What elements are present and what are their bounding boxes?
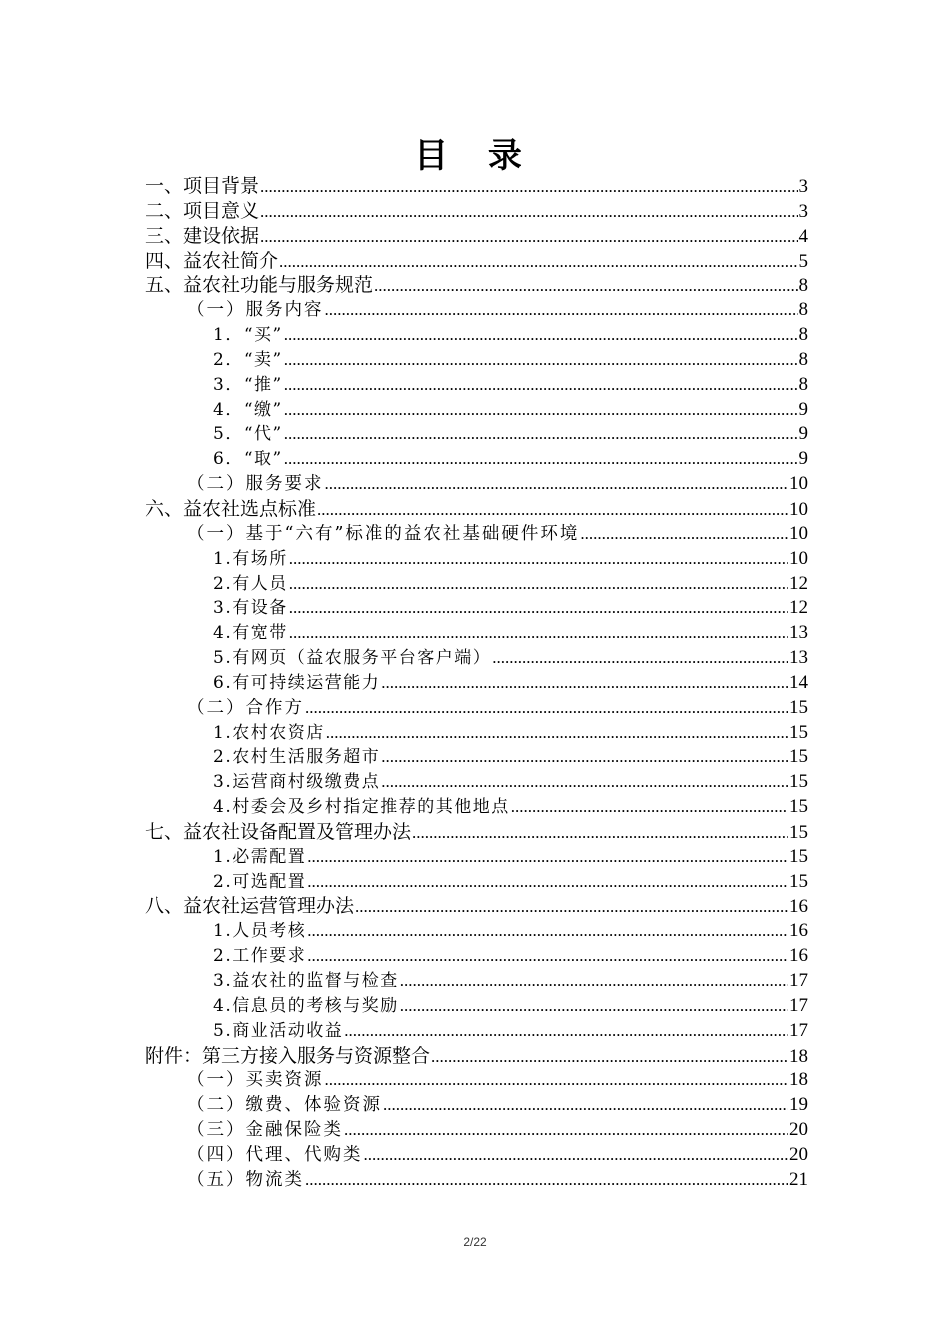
toc-dot-leader (260, 175, 797, 200)
toc-entry-label: 二、项目意义 (145, 199, 260, 222)
toc-dot-leader (260, 225, 797, 250)
toc-entry-page: 15 (789, 870, 808, 892)
toc-dot-leader (381, 745, 788, 770)
toc-entry[interactable] (145, 273, 808, 298)
toc-entry-page: 16 (789, 896, 808, 918)
toc-entry-page: 12 (789, 572, 808, 594)
toc-entry-page: 15 (789, 845, 808, 867)
toc-entry-label: 6．“取” (213, 449, 283, 470)
toc-dot-leader (284, 398, 798, 423)
toc-entry[interactable] (145, 894, 808, 919)
toc-dot-leader (279, 250, 797, 275)
toc-entry[interactable] (145, 1068, 808, 1093)
toc-entry[interactable] (145, 348, 808, 373)
toc-entry-label: 5.商业活动收益 (213, 1020, 344, 1041)
toc-dot-leader (412, 821, 788, 846)
toc-entry-label: （一）买卖资源 (187, 1070, 324, 1091)
toc-entry[interactable] (145, 1168, 808, 1193)
toc-entry[interactable] (145, 1019, 808, 1044)
toc-entry-label: 1.必需配置 (213, 846, 307, 867)
toc-dot-leader (289, 547, 788, 572)
toc-dot-leader (260, 200, 797, 225)
toc-entry[interactable] (145, 845, 808, 870)
toc-entry[interactable] (145, 596, 808, 621)
toc-title: 目 录 (414, 136, 536, 176)
toc-dot-leader (325, 298, 798, 323)
page-number: 2/22 (463, 1235, 487, 1249)
toc-entry-page: 9 (798, 398, 808, 420)
toc-entry-page: 17 (789, 1019, 808, 1041)
toc-entry-page: 16 (789, 945, 808, 967)
toc-entry-page: 9 (798, 448, 808, 470)
toc-entry-page: 8 (798, 275, 808, 297)
toc-entry-label: 2.可选配置 (213, 871, 307, 892)
toc-entry-page: 13 (789, 622, 808, 644)
toc-dot-leader (305, 696, 788, 721)
toc-entry-label: 3.运营商村级缴费点 (213, 772, 381, 793)
toc-dot-leader (284, 373, 798, 398)
toc-entry-page: 10 (789, 522, 808, 544)
toc-entry-page: 14 (789, 671, 808, 693)
toc-entry[interactable] (145, 994, 808, 1019)
toc-entry-label: （一）服务内容 (187, 300, 324, 321)
toc-entry-label: 4.有宽带 (213, 623, 288, 644)
toc-entry-label: （二）服务要求 (187, 474, 324, 495)
toc-dot-leader (364, 1143, 789, 1168)
toc-entry[interactable] (145, 522, 808, 547)
toc-entry-page: 18 (789, 1045, 808, 1067)
toc-dot-leader (580, 522, 788, 547)
toc-entry[interactable] (145, 174, 808, 199)
toc-entry-label: （二）缴费、体验资源 (187, 1095, 382, 1116)
toc-entry-page: 8 (798, 373, 808, 395)
toc-dot-leader (326, 721, 788, 746)
toc-dot-leader (284, 348, 798, 373)
toc-entry[interactable] (145, 646, 808, 671)
toc-dot-leader (492, 646, 788, 671)
toc-entry-label: （三）金融保险类 (187, 1120, 343, 1141)
toc-entry-label: 2.农村生活服务超市 (213, 747, 381, 768)
toc-entry[interactable] (145, 770, 808, 795)
toc-entry[interactable] (145, 199, 808, 224)
toc-entry-label: 2.有人员 (213, 573, 288, 594)
toc-entry-label: 3.有设备 (213, 598, 288, 619)
toc-entry[interactable] (145, 398, 808, 423)
toc-entry[interactable] (145, 870, 808, 895)
toc-dot-leader (284, 323, 798, 348)
toc-entry[interactable] (145, 373, 808, 398)
toc-entry-label: 一、项目背景 (145, 175, 260, 197)
toc-dot-leader (289, 621, 788, 646)
toc-entry-label: 1.人员考核 (213, 921, 307, 942)
toc-dot-leader (374, 274, 797, 299)
toc-entry-page: 3 (798, 176, 808, 197)
toc-entry-page: 5 (798, 250, 808, 272)
toc-entry-page: 10 (789, 498, 808, 520)
toc-dot-leader (305, 1168, 788, 1193)
toc-entry-page: 3 (798, 200, 808, 222)
toc-entry-page: 15 (789, 796, 808, 818)
table-of-contents (145, 174, 808, 1193)
toc-entry-page: 15 (789, 746, 808, 768)
toc-entry-page: 13 (789, 647, 808, 669)
toc-entry-label: 1．“买” (213, 325, 283, 346)
toc-entry-label: 3.益农社的监督与检查 (213, 971, 399, 991)
toc-entry[interactable] (145, 224, 808, 249)
toc-entry-page: 8 (798, 324, 808, 346)
toc-entry-page: 17 (789, 994, 808, 1016)
toc-dot-leader (325, 1068, 789, 1093)
toc-dot-leader (344, 1019, 788, 1044)
toc-entry-label: （四）代理、代购类 (187, 1144, 363, 1165)
toc-entry-page: 8 (798, 299, 808, 321)
toc-entry-page: 19 (789, 1094, 808, 1116)
toc-dot-leader (400, 994, 788, 1019)
toc-dot-leader (431, 1045, 788, 1070)
toc-dot-leader (307, 870, 788, 895)
toc-entry-label: 2．“卖” (213, 349, 283, 370)
toc-entry-label: 4.信息员的考核与奖励 (213, 995, 399, 1016)
toc-entry-page: 15 (789, 696, 808, 718)
toc-entry-page: 9 (798, 423, 808, 445)
toc-dot-leader (355, 895, 788, 920)
toc-entry-label: （五）物流类 (187, 1169, 304, 1190)
toc-dot-leader (325, 472, 789, 497)
toc-entry-page: 4 (798, 225, 808, 247)
toc-entry[interactable] (145, 472, 808, 497)
toc-entry[interactable] (145, 721, 808, 746)
toc-entry-label: 2.工作要求 (213, 946, 307, 967)
toc-entry[interactable] (145, 1118, 808, 1143)
toc-dot-leader (307, 919, 788, 944)
toc-entry[interactable] (145, 671, 808, 696)
toc-entry[interactable] (145, 969, 808, 994)
toc-entry-label: 四、益农社简介 (145, 249, 279, 272)
toc-entry-label: 6.有可持续运营能力 (213, 672, 381, 693)
toc-entry-page: 8 (798, 348, 808, 370)
toc-entry-label: （一）基于“六有”标准的益农社基础硬件环境 (187, 523, 580, 544)
toc-entry-page: 15 (789, 821, 808, 843)
toc-dot-leader (284, 422, 798, 447)
toc-entry[interactable] (145, 572, 808, 597)
toc-entry-label: 八、益农社运营管理办法 (145, 895, 355, 918)
toc-entry-label: 4．“缴” (213, 399, 283, 420)
toc-entry-page: 10 (789, 473, 808, 495)
toc-entry-page: 20 (789, 1119, 808, 1141)
toc-entry-page: 17 (789, 970, 808, 991)
toc-entry-label: 五、益农社功能与服务规范 (145, 274, 374, 297)
toc-entry-page: 12 (789, 597, 808, 619)
toc-entry[interactable] (145, 447, 808, 472)
toc-entry-label: 5．“代” (213, 424, 283, 445)
toc-entry-page: 18 (789, 1069, 808, 1091)
toc-entry-label: 3．“推” (213, 374, 283, 395)
toc-entry[interactable] (145, 820, 808, 845)
toc-entry[interactable] (145, 944, 808, 969)
toc-dot-leader (289, 596, 788, 621)
toc-entry[interactable] (145, 696, 808, 721)
toc-entry[interactable] (145, 621, 808, 646)
toc-entry-label: 5.有网页（益农服务平台客户端） (213, 648, 492, 669)
toc-entry-label: 七、益农社设备配置及管理办法 (145, 820, 412, 843)
toc-entry[interactable] (145, 497, 808, 522)
toc-entry-page: 15 (789, 771, 808, 793)
toc-entry-page: 15 (789, 721, 808, 743)
toc-entry-label: 三、建设依据 (145, 224, 260, 247)
toc-entry[interactable] (145, 795, 808, 820)
toc-dot-leader (381, 770, 788, 795)
toc-entry[interactable] (145, 745, 808, 770)
toc-entry-page: 10 (789, 547, 808, 569)
toc-entry[interactable] (145, 323, 808, 348)
toc-dot-leader (344, 1118, 788, 1143)
toc-entry-label: （二）合作方 (187, 697, 304, 718)
toc-entry[interactable] (145, 1143, 808, 1168)
toc-entry[interactable] (145, 422, 808, 447)
toc-dot-leader (400, 969, 788, 994)
toc-dot-leader (289, 572, 788, 597)
toc-dot-leader (317, 498, 788, 523)
toc-entry-page: 21 (789, 1168, 808, 1190)
toc-entry-page: 16 (789, 920, 808, 942)
toc-entry-label: 1.有场所 (213, 548, 288, 569)
toc-dot-leader (511, 795, 788, 820)
toc-entry-label: 4.村委会及乡村指定推荐的其他地点 (213, 797, 510, 818)
toc-entry[interactable] (145, 547, 808, 572)
toc-entry-label: 附件：第三方接入服务与资源整合 (145, 1044, 431, 1067)
toc-entry[interactable] (145, 249, 808, 274)
toc-dot-leader (307, 845, 788, 870)
toc-entry[interactable] (145, 1044, 808, 1069)
toc-entry[interactable] (145, 298, 808, 323)
toc-entry-label: 六、益农社选点标准 (145, 497, 317, 520)
toc-entry[interactable] (145, 919, 808, 944)
toc-entry[interactable] (145, 1093, 808, 1118)
toc-entry-label: 1.农村农资店 (213, 722, 325, 743)
toc-dot-leader (307, 944, 788, 969)
toc-entry-page: 20 (789, 1143, 808, 1165)
toc-dot-leader (381, 671, 788, 696)
toc-dot-leader (284, 447, 798, 472)
toc-dot-leader (383, 1093, 788, 1118)
